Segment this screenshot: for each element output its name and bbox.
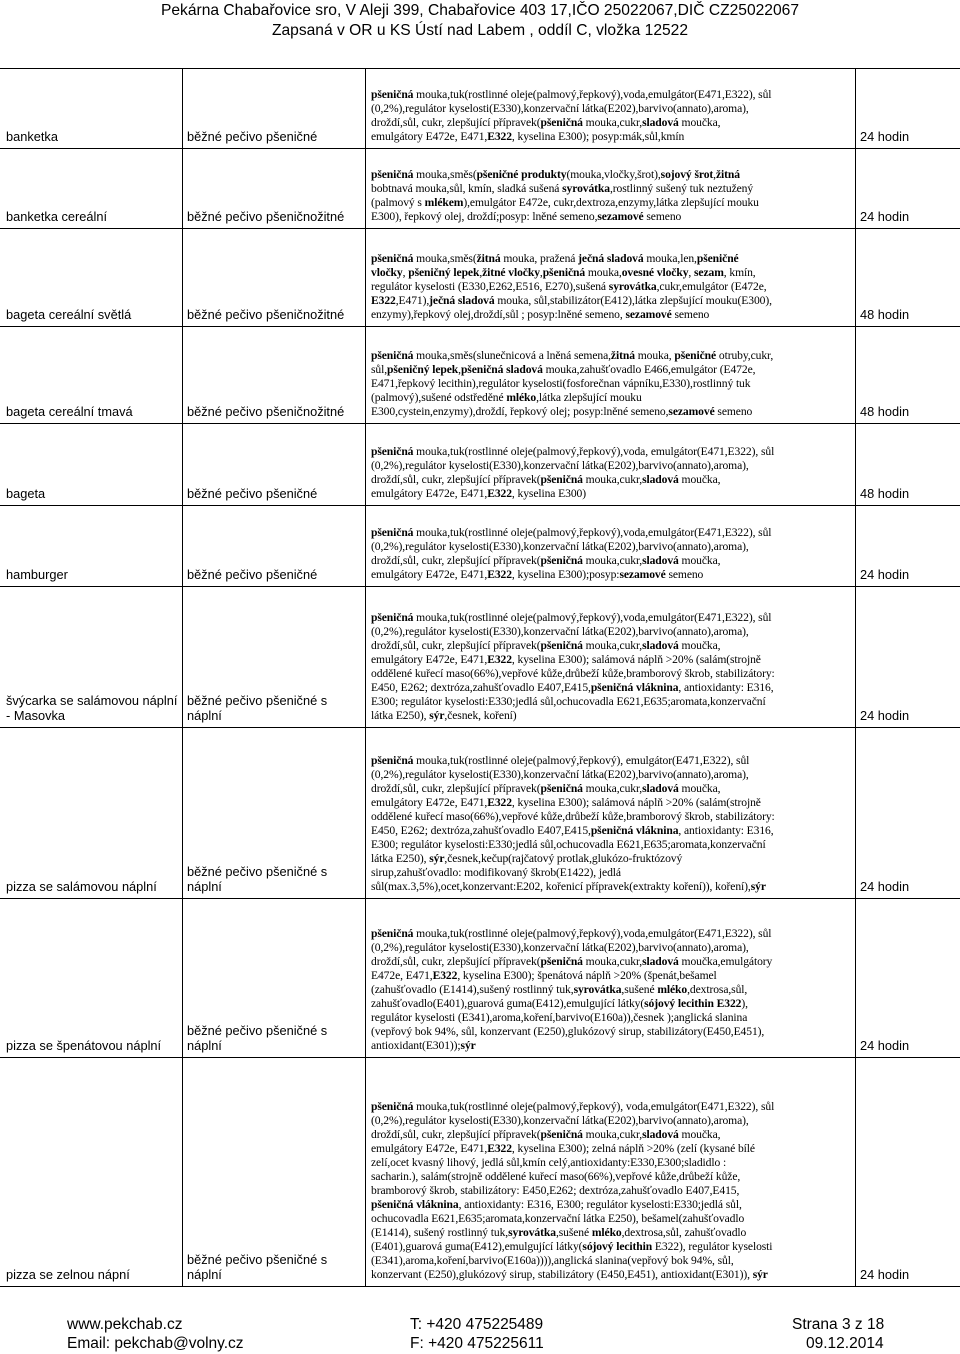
composition-line: (E1414), sušený rostlinný tuk,syrovátka,sušené mléko,dextrosa,sůl, zahušťovadlo [371,1226,747,1239]
composition-line: E450, E262; dextróza,zahušťovadlo E407,E415,pšeničná vláknina, antioxidanty: E316, [371,824,774,837]
footer-page-number: Strana 3 z 18 [792,1316,885,1333]
shelf-life: 24 hodin [860,129,910,144]
composition-line: pšeničná mouka,tuk(rostlinné oleje(palmový,řepkový),voda,emulgátor(E471,E322), sůl [371,526,772,539]
table-row [0,898,960,1057]
product-name: banketka [6,129,58,144]
composition-line: droždí,sůl, cukr, zlepšující přípravek(pšeničná mouka,cukr,sladová moučka, [371,782,721,795]
composition-line: E472e, E471,E322, kyselina E300); špenátová náplň >20% (špenát,bešamel [371,969,717,982]
allergen-highlight: E322 [716,997,742,1010]
shelf-life: 24 hodin [860,879,910,894]
allergen-highlight: produkty [521,168,567,181]
allergen-highlight: pšeničná [371,445,414,458]
composition-line: vločky, pšeničný lepek,žitné vločky,pšeničná mouka,ovesné vločky, sezam, kmín, [371,266,756,279]
composition-line: droždí,sůl, cukr, zlepšující přípravek(pšeničná mouka,cukr,sladová moučka, [371,554,721,567]
composition-line: emulgátory E472e, E471,E322, kyselina E300); salámová náplň >20% (salám(strojně [371,653,761,666]
shelf-life: 24 hodin [860,209,910,224]
allergen-highlight: pšeničná [590,824,634,837]
composition-line: bobtnavá mouka,sůl, kmín, sladká sušená syrovátka,rostlinný sušený tuk neztužený [371,182,754,195]
allergen-highlight: pšeničná [540,554,583,567]
composition-line: pšeničná mouka,tuk(rostlinné oleje(palmový,řepkový),voda,emulgátor(E471,E322), sůl [371,611,772,624]
composition-line: regulátor kyselosti (E341),aroma,koření,barvivo(E160a)),česnek );anglická slanina [371,1011,748,1024]
product-composition [371,754,854,894]
composition-line: emulgátory E472e, E471,E322, kyselina E300); zelná náplň >20% (zelí (kysané bílé [371,1142,755,1155]
allergen-highlight: syrovátka [608,280,657,293]
composition-line: zahušťovadlo(E401),guarová guma(E412),emulgující látky(sójový lecithin E322), [371,997,748,1010]
allergen-highlight: pšeničná [590,681,634,694]
allergen-highlight: žitná [476,252,501,265]
composition-line: (0,2%),regulátor kyselosti(E330),konzervační látka(E202),barvivo(annato),aroma), [371,625,749,638]
product-name: pizza se zelnou nápní [6,1267,130,1282]
allergen-highlight: pšeničný [387,363,430,376]
allergen-highlight: sladová [606,252,644,265]
allergen-highlight: sójový [582,1240,614,1253]
allergen-highlight: E322 [487,487,512,500]
composition-line: sirup,zahušťovadlo: modifikovaný škrob(E1422), jedlá [371,866,621,879]
composition-line: (0,2%),regulátor kyselosti(E330),konzervační látka(E202),barvivo(annato),aroma), [371,102,749,115]
allergen-highlight: syrovátka [573,983,622,996]
product-composition [371,349,854,419]
composition-line: pšeničná vláknina, antioxidanty: E316, E300; regulátor kyselosti:E330;jedlá sůl, [371,1198,742,1211]
allergen-highlight: vločky [508,266,540,279]
composition-line: droždí,sůl, cukr, zlepšující přípravek(pšeničná mouka,cukr,sladová moučka, [371,473,721,486]
allergen-highlight: žitná [715,168,740,181]
allergen-highlight: pšeničná [371,1100,414,1113]
allergen-highlight: pšeničná [371,611,414,624]
product-name: bageta cereální tmavá [6,404,133,419]
composition-line: (0,2%),regulátor kyselosti(E330),konzervační látka(E202),barvivo(annato),aroma), [371,540,749,553]
product-category: běžné pečivo pšeničné [187,486,318,501]
allergen-highlight: pšeničná [542,266,586,279]
composition-line: E471,řepkový lecithin),regulátor kyselosti(fosforečnan vápníku,E330),rostlinný tuk [371,377,751,390]
composition-line: regulátor kyselosti (E330,E262,E516, E270),sušená syrovátka,cukr,emulgátor (E472e, [371,280,767,293]
footer-date: 09.12.2014 [806,1335,884,1352]
allergen-highlight: sladová [506,363,543,376]
allergen-highlight: pšeničné [476,168,519,181]
composition-line: bramborový škrob, stabilizátory: E450,E262; dextróza,zahušťovadlo E407,E415, [371,1184,740,1197]
composition-line: droždí,sůl, cukr, zlepšující přípravek(pšeničná mouka,cukr,sladová moučka, [371,639,721,652]
composition-line: pšeničná mouka,tuk(rostlinné oleje(palmový,řepkový), voda,emulgátor(E471,E322), sůl [371,1100,775,1113]
composition-line: E322,E471),ječná sladová mouka, sůl,stabilizátor(E412),látka zlepšující mouku(E300), [371,294,772,307]
allergen-highlight: ječná [578,252,605,265]
table-row [0,148,960,228]
allergen-highlight: sladová [642,473,679,486]
allergen-highlight: mlékem [424,196,464,209]
allergen-highlight: sýr [750,880,766,893]
allergen-highlight: sladová [642,639,679,652]
allergen-highlight: sezamové [597,210,644,223]
allergen-highlight: mléko [657,983,688,996]
composition-line: (E341),aroma,koření,barvivo(E160a)))),anglická slanina(vepřový bok 94%, sůl, [371,1254,734,1267]
shelf-life: 24 hodin [860,1267,910,1282]
composition-line: pšeničná mouka,tuk(rostlinné oleje(palmový,řepkový),voda, emulgátor(E471,E322), sůl [371,445,775,458]
shelf-life: 24 hodin [860,1038,910,1053]
table-row [0,326,960,423]
allergen-highlight: mléko [591,1226,622,1239]
product-table [0,68,960,1287]
composition-line: (0,2%),regulátor kyselosti(E330),konzervační látka(E202),barvivo(annato),aroma), [371,459,749,472]
allergen-highlight: vločky [371,266,403,279]
footer-email: Email: pekchab@volny.cz [67,1335,244,1352]
shelf-life: 24 hodin [860,567,910,582]
footer-fax: F: +420 475225611 [410,1335,544,1352]
allergen-highlight: lecithin [677,997,714,1010]
composition-line: látka E250), sýr,česnek, koření) [371,709,517,722]
table-row [0,727,960,898]
allergen-highlight: pšeničná [371,168,414,181]
composition-line: (palmový s mlékem),emulgátor E472e, cukr,dextroza,enzymy,látka zlepšující mouku [371,196,759,209]
allergen-highlight: pšeničné [674,349,717,362]
composition-line: (vepřový bok 94%, sůl, konzervant (E250),glukózový sirup, stabilizátory(E450,E451), [371,1025,765,1038]
allergen-highlight: sýr [429,852,445,865]
footer-website: www.pekchab.cz [67,1316,183,1333]
composition-line: antioxidant(E301));sýr [371,1039,476,1052]
allergen-highlight: pšeničná [540,473,583,486]
allergen-highlight: pšeničná [540,116,583,129]
product-name: banketka cereální [6,209,108,224]
composition-line: emulgátory E472e, E471,E322, kyselina E300); posyp:mák,sůl,kmín [371,130,685,143]
allergen-highlight: sezamové [619,568,666,581]
company-header-line-1: Pekárna Chabařovice sro, V Aleji 399, Chabařovice 403 17,IČO 25022067,DIČ CZ25022067 [160,2,799,19]
composition-line: pšeničná mouka,směs(slunečnicová a lněná semena,žitná mouka, pšeničné otruby,cukr, [371,349,774,362]
allergen-highlight: pšeničná [540,1128,583,1141]
allergen-highlight: sýr [460,1039,476,1052]
composition-line: oddělené kuřecí maso(66%),vepřové kůže,drůbeží kůže,bramborový škrob, stabilizátory: [371,667,775,680]
allergen-highlight: vláknina [636,681,679,694]
allergen-highlight: pšeničná [371,526,414,539]
allergen-highlight: sladová [642,782,679,795]
allergen-highlight: pšeničná [540,639,583,652]
composition-line: pšeničná mouka,směs(žitná mouka, pražená ječná sladová mouka,len,pšeničné [371,252,739,265]
composition-line: (zahušťovadlo (E1414),sušený rostlinný tuk,syrovátka,sušené mléko,dextrosa,sůl, [371,983,748,996]
allergen-highlight: pšeničný [408,266,451,279]
allergen-highlight: E322 [487,568,512,581]
allergen-highlight: vláknina [636,824,679,837]
allergen-highlight: sladová [457,294,495,307]
shelf-life: 24 hodin [860,708,910,723]
composition-line: (palmový),sušené odstředěné mléko,látka zlepšující mouku [371,391,642,404]
product-name: pizza se salámovou náplní [6,879,157,894]
product-category: běžné pečivo pšeničné [187,129,318,144]
composition-line: E300; regulátor kyselosti:E330;jedlá sůl,ochucovadla E621,E635;aromata,konzervační [371,838,766,851]
shelf-life: 48 hodin [860,486,910,501]
allergen-highlight: pšeničné [696,252,739,265]
product-category: běžné pečivo pšeničné s náplní [187,864,328,894]
allergen-highlight: syrovátka [562,182,610,195]
composition-line: enzymy),řepkový olej,droždí,sůl ; posyp:lněné semeno, sezamové semeno [371,308,710,321]
composition-line: E300; regulátor kyselosti:E330;jedlá sůl,ochucovadla E621,E635;aromata,konzervační [371,695,766,708]
table-row [0,228,960,326]
product-category: běžné pečivo pšeničnožitné [187,209,345,224]
allergen-highlight: E322 [487,653,512,666]
allergen-highlight: sezam [694,266,724,279]
allergen-highlight: lepek [453,266,480,279]
composition-line: (0,2%),regulátor kyselosti(E330),konzervační látka(E202),barvivo(annato),aroma), [371,941,749,954]
allergen-highlight: E322 [487,130,512,143]
table-row [0,586,960,727]
allergen-highlight: E322 [487,796,512,809]
composition-line: oddělené kuřecí maso(66%),vepřové kůže,drůbeží kůže,bramborový škrob, stabilizátory: [371,810,775,823]
composition-line: pšeničná mouka,tuk(rostlinné oleje(palmový,řepkový),voda,emulgátor(E471,E322), sůl [371,927,772,940]
product-composition [371,1100,854,1282]
composition-line: E300), řepkový olej, droždí;posyp: lněné semeno,sezamové semeno [371,210,682,223]
table-row [0,505,960,586]
allergen-highlight: vláknina [416,1198,459,1211]
product-category: běžné pečivo pšeničné s náplní [187,1023,328,1053]
allergen-highlight: pšeničná [371,252,414,265]
allergen-highlight: pšeničná [371,349,414,362]
composition-line: konzervant (E250),glukózový sirup, stabilizátory (E450,E451), antioxidant(E301)), sýr [371,1268,768,1281]
product-composition [371,168,854,224]
product-category: běžné pečivo pšeničné [187,567,318,582]
allergen-highlight: sezamové [625,308,672,321]
product-composition [371,88,854,144]
table-row [0,423,960,505]
composition-line: (0,2%),regulátor kyselosti(E330),konzervační látka(E202),barvivo(annato),aroma), [371,1114,749,1127]
composition-line: (E401),guarová guma(E412),emulgující látky(sójový lecithin E322), regulátor kyselosti [371,1240,773,1253]
composition-line: látka E250), sýr,česnek,kečup(rajčatový protlak,glukózo-fruktózový [371,852,683,865]
product-composition [371,927,854,1053]
allergen-highlight: vločky [656,266,689,279]
product-name: hamburger [6,567,68,582]
allergen-highlight: pšeničná [371,1198,414,1211]
table-row [0,68,960,148]
allergen-highlight: pšeničná [540,782,583,795]
product-category: běžné pečivo pšeničnožitné [187,307,345,322]
composition-line: emulgátory E472e, E471,E322, kyselina E300);posyp:sezamové semeno [371,568,704,581]
composition-line: droždí,sůl, cukr, zlepšující přípravek(pšeničná mouka,cukr,sladová moučka,emulgátory [371,955,773,968]
composition-line: sůl(max.3,5%),ocet,konzervant:E202, kořenicí přípravek(extrakty koření)), koření),sýr [371,880,766,893]
composition-line: pšeničná mouka,tuk(rostlinné oleje(palmový,řepkový), emulgátor(E471,E322), sůl [371,754,750,767]
composition-line: emulgátory E472e, E471,E322, kyselina E300) [371,487,586,500]
allergen-highlight: lepek [432,363,459,376]
allergen-highlight: pšeničná [371,88,414,101]
company-header-line-2: Zapsaná v OR u KS Ústí nad Labem , oddíl C, vložka 12522 [271,22,689,39]
allergen-highlight: sladová [642,116,679,129]
composition-line: droždí,sůl, cukr, zlepšující přípravek(pšeničná mouka,cukr,sladová moučka, [371,116,721,129]
allergen-highlight: sladová [642,1128,679,1141]
product-composition [371,252,854,322]
composition-line: (0,2%),regulátor kyselosti(E330),konzervační látka(E202),barvivo(annato),aroma), [371,768,749,781]
allergen-highlight: mléko [506,391,537,404]
product-category: běžné pečivo pšeničné s náplní [187,693,328,723]
allergen-highlight: pšeničná [371,754,414,767]
allergen-highlight: sojový [660,168,692,181]
composition-line: emulgátory E472e, E471,E322, kyselina E300); salámová náplň >20% (salám(strojně [371,796,761,809]
allergen-highlight: E322 [371,294,396,307]
composition-line: E300,cystein,enzymy),droždí, řepkový olej; posyp:lněné semeno,sezamové semeno [371,405,753,418]
allergen-highlight: E322 [432,969,458,982]
product-name: švýcarka se salámovou náplní - Masovka [6,693,178,723]
allergen-highlight: pšeničná [540,955,583,968]
footer-phone: T: +420 475225489 [410,1316,544,1333]
composition-line: droždí,sůl, cukr, zlepšující přípravek(pšeničná mouka,cukr,sladová moučka, [371,1128,721,1141]
product-category: běžné pečivo pšeničné s náplní [187,1252,328,1282]
product-composition [371,445,854,501]
product-composition [371,611,854,723]
product-name: pizza se špenátovou náplní [6,1038,162,1053]
composition-line: pšeničná mouka,tuk(rostlinné oleje(palmový,řepkový),voda,emulgátor(E471,E322), sůl [371,88,772,101]
allergen-highlight: pšeničná [371,927,414,940]
composition-line: zelí,ocet kvasný lihový, jedlá sůl,kmín celý,antioxidanty:E330,E300;sladidlo : [371,1156,727,1169]
composition-line: sacharin.), salám(strojně oddělené kuřecí maso(66%),vepřové kůže,drůbeží kůže, [371,1170,741,1183]
allergen-highlight: syrovátka [508,1226,556,1239]
product-name: bageta cereální světlá [6,307,132,322]
allergen-highlight: ječná [429,294,456,307]
allergen-highlight: lecithin [616,1240,653,1253]
allergen-highlight: pšeničná [460,363,504,376]
composition-line: sůl,pšeničný lepek,pšeničná sladová mouka,zahušťovadlo E466,emulgátor (E472e, [371,363,756,376]
allergen-highlight: E322 [487,1142,512,1155]
allergen-highlight: sladová [642,554,679,567]
composition-line: E450, E262; dextróza,zahušťovadlo E407,E415,pšeničná vláknina, antioxidanty: E316, [371,681,774,694]
allergen-highlight: sýr [429,709,445,722]
product-category: běžné pečivo pšeničnožitné [187,404,345,419]
shelf-life: 48 hodin [860,404,910,419]
allergen-highlight: sezamové [668,405,715,418]
allergen-highlight: sladová [642,955,679,968]
table-row [0,1057,960,1287]
composition-line: pšeničná mouka,směs(pšeničné produkty(mouka,vločky,šrot),sojový šrot,žitná [371,168,740,181]
allergen-highlight: sójový [644,997,676,1010]
product-composition [371,526,854,582]
allergen-highlight: žitná [610,349,635,362]
allergen-highlight: žitné [482,266,506,279]
product-name: bageta [6,486,46,501]
shelf-life: 48 hodin [860,307,910,322]
allergen-highlight: šrot [694,168,714,181]
allergen-highlight: sýr [752,1268,768,1281]
composition-line: ochucovadla E621,E635;aromata,konzervační látka E250), bešamel(zahušťovadlo [371,1212,745,1225]
allergen-highlight: ovesné [621,266,654,279]
